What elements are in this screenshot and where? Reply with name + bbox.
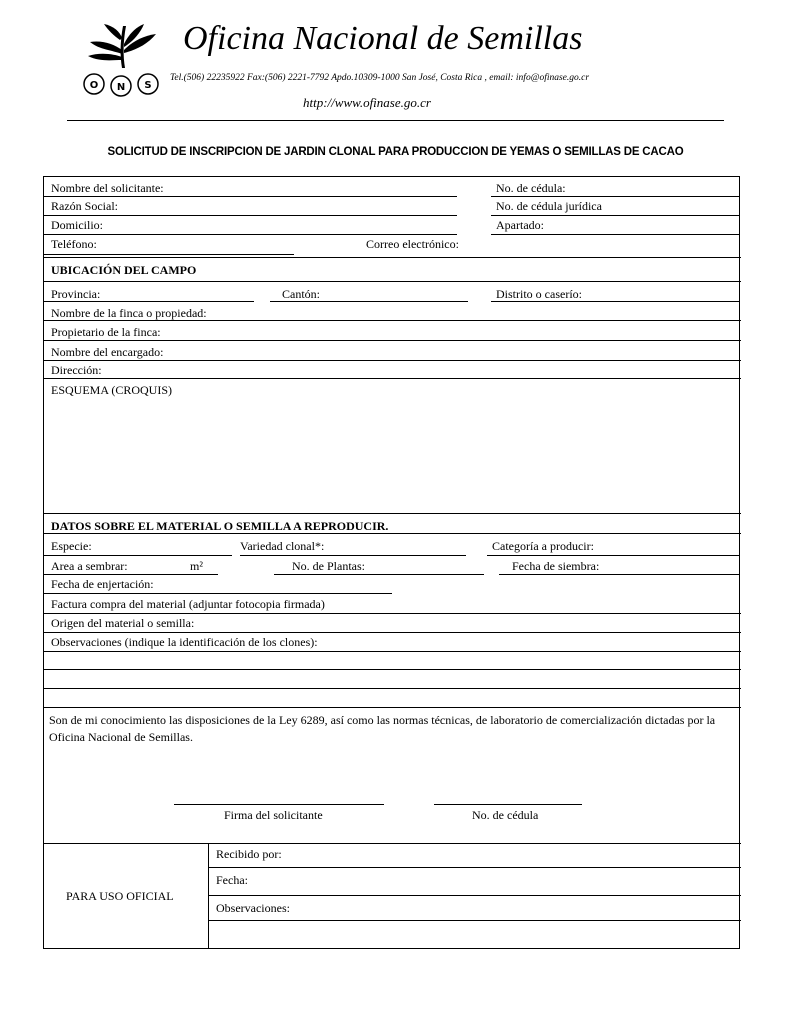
sowing-date-label: Fecha de siembra: [512,559,600,573]
area-unit: m² [190,559,203,573]
application-form [43,176,740,949]
plant-count-field[interactable] [376,558,476,572]
svg-text:S: S [144,80,152,91]
ons-logo [76,20,166,100]
material-origin-label: Origen del material o semilla: [51,616,195,630]
official-observations-field[interactable] [304,900,734,914]
province-label: Provincia: [51,287,101,301]
species-label: Especie: [51,539,92,553]
email-field[interactable] [474,236,734,250]
org-name: Oficina Nacional de Semillas [183,20,583,57]
received-by-label: Recibido por: [216,847,282,861]
canton-label: Cantón: [282,287,320,301]
signature-label: Firma del solicitante [224,808,323,822]
direction-field[interactable] [110,362,734,376]
location-section-title: UBICACIÓN DEL CAMPO [51,263,197,277]
planting-area-field[interactable] [141,558,186,572]
header-divider [67,120,724,121]
farm-name-field[interactable] [227,305,732,319]
material-origin-field[interactable] [224,615,734,629]
applicant-name-label: Nombre del solicitante: [51,181,164,195]
svg-text:O: O [89,80,99,91]
grafting-date-field[interactable] [170,576,390,590]
po-box-field[interactable] [556,217,731,231]
manager-name-field[interactable] [182,344,734,358]
phone-label: Teléfono: [51,237,97,251]
legal-id-field[interactable] [622,198,732,212]
sketch-label: ESQUEMA (CROQUIS) [51,383,173,397]
signature-field[interactable] [174,773,384,803]
official-observations-label: Observaciones: [216,901,290,915]
category-field[interactable] [606,538,734,552]
category-label: Categoría a producir: [492,539,594,553]
clonal-variety-field[interactable] [336,538,466,552]
business-name-field[interactable] [134,198,454,212]
signature-id-field[interactable] [436,787,580,801]
form-title: SOLICITUD DE INSCRIPCION DE JARDIN CLONAL PARA PRODUCCION DE YEMAS O SEMILLAS DE CACAO [107,146,684,158]
address-field[interactable] [116,217,456,231]
clonal-variety-label: Variedad clonal*: [240,539,325,553]
website-link[interactable]: http://www.ofinase.go.cr [303,95,431,110]
id-number-label: No. de cédula: [496,181,566,195]
clone-observations-label: Observaciones (indique la identificación de los clones): [51,635,318,649]
invoice-label: Factura compra del material (adjuntar fotocopia firmada) [51,597,325,611]
farm-name-label: Nombre de la finca o propiedad: [51,306,207,320]
province-field[interactable] [108,286,258,300]
address-label: Domicilio: [51,218,103,232]
sowing-date-field[interactable] [614,558,734,572]
contact-info: Tel.(506) 22235922 Fax:(506) 2221-7792 Apdo.10309-1000 San José, Costa Rica , email: info@ofinase.go.cr [170,73,590,83]
po-box-label: Apartado: [496,218,544,232]
clone-observations-line-4[interactable] [51,692,734,706]
official-date-label: Fecha: [216,873,248,887]
clone-observations-line-2[interactable] [51,655,734,669]
planting-area-label: Area a sembrar: [51,559,128,573]
signature-id-label: No. de cédula [472,808,539,822]
legal-id-label: No. de cédula jurídica [496,199,602,213]
material-section-title: DATOS SOBRE EL MATERIAL O SEMILLA A REPRODUCIR. [51,519,389,533]
applicant-name-field[interactable] [186,180,456,194]
grafting-date-label: Fecha de enjertación: [51,577,154,591]
declaration-text: Son de mi conocimiento las disposiciones de la Ley 6289, así como las normas técnicas, de laboratorio de comercialización dictadas por la Oficina Nacional de Semillas. [49,713,716,744]
farm-owner-label: Propietario de la finca: [51,325,161,339]
clone-observations-field[interactable] [354,634,734,648]
district-field[interactable] [604,286,734,300]
official-use-title: PARA USO OFICIAL [66,889,174,903]
canton-field[interactable] [326,286,466,300]
received-by-field[interactable] [300,846,734,860]
sketch-area[interactable] [44,399,739,511]
invoice-field[interactable] [364,596,734,610]
business-name-label: Razón Social: [51,199,118,213]
email-label: Correo electrónico: [366,237,459,251]
phone-field[interactable] [106,236,291,250]
direction-label: Dirección: [51,363,102,377]
official-date-field[interactable] [256,872,734,886]
clone-observations-line-3[interactable] [51,673,734,687]
svg-text:N: N [116,82,126,93]
plant-count-label: No. de Plantas: [292,559,365,573]
manager-name-label: Nombre del encargado: [51,345,164,359]
farm-owner-field[interactable] [179,324,734,338]
district-label: Distrito o caserío: [496,287,582,301]
id-number-field[interactable] [579,180,729,194]
species-field[interactable] [102,538,232,552]
